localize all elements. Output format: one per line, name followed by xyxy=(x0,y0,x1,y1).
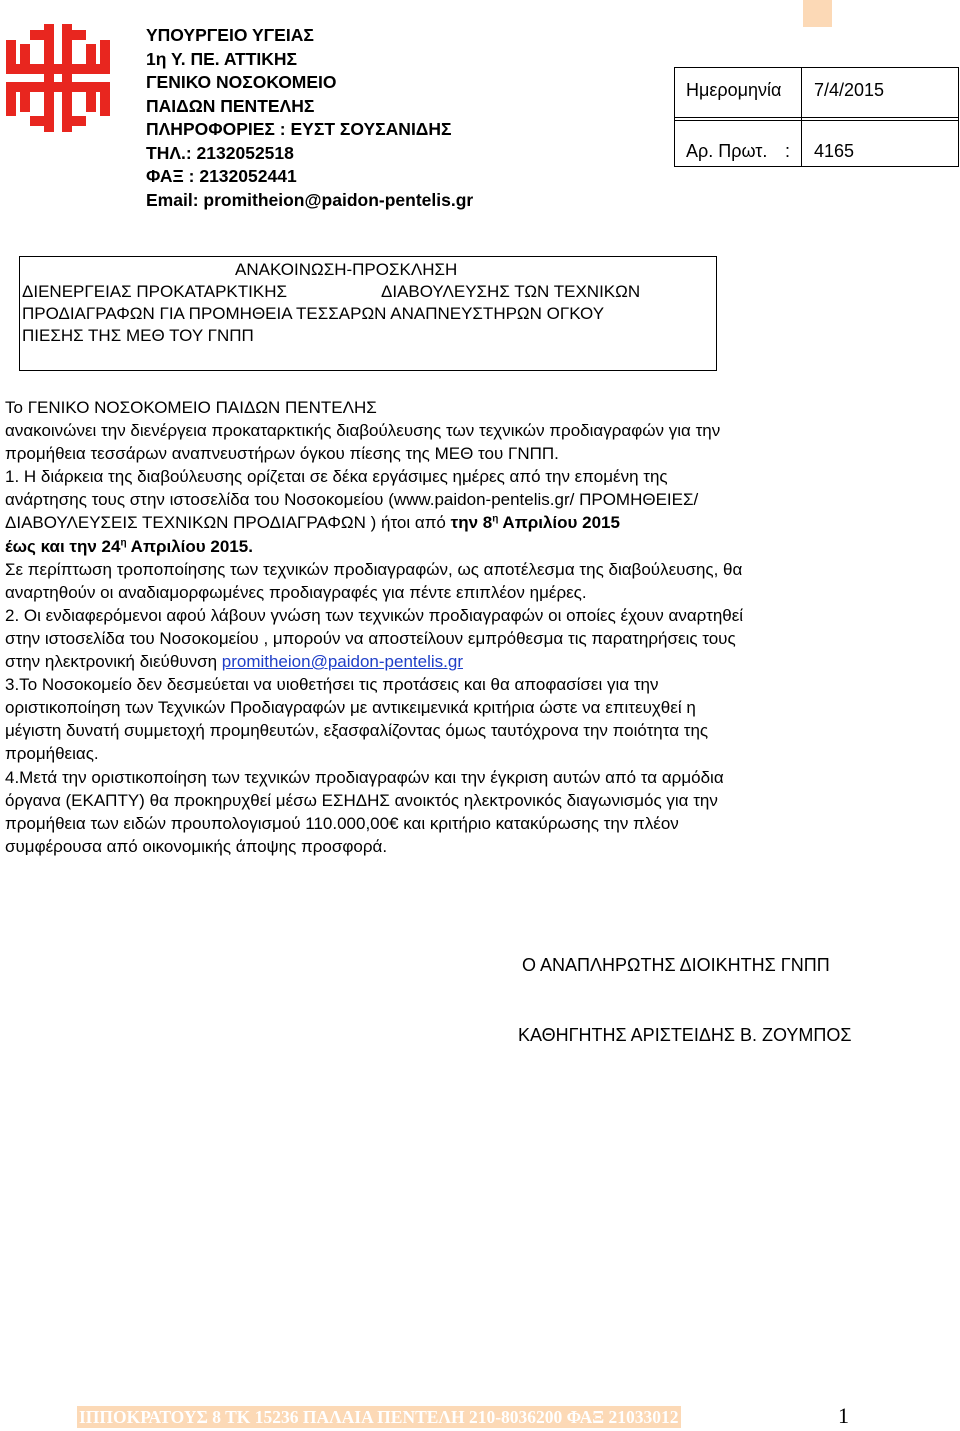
hospital-line: ΓΕΝΙΚΟ ΝΟΣΟΚΟΜΕΙΟ xyxy=(146,72,337,92)
announcement-title-box xyxy=(19,256,717,371)
signatory-name: ΚΑΘΗΓΗΤΗΣ ΑΡΙΣΤΕΙΔΗΣ Β. ΖΟΥΜΠΟΣ xyxy=(518,1025,852,1045)
title-line-2a: ΔΙΕΝΕΡΓΕΙΑΣ ΠΡΟΚΑΤΑΡΚΤΙΚΗΣ xyxy=(22,282,287,301)
date-row xyxy=(675,68,958,118)
start-date-month: Απριλίου 2015 xyxy=(498,513,620,533)
protocol-row xyxy=(675,120,958,167)
start-date-day: την 8 xyxy=(450,513,493,533)
title-line-2b: ΔΙΑΒΟΥΛΕΥΣΗΣ ΤΩΝ ΤΕΧΝΙΚΩΝ xyxy=(381,282,641,301)
hospital-name-line: ΠΑΙΔΩΝ ΠΕΝΤΕΛΗΣ xyxy=(146,95,315,116)
body-line: 3.Το Νοσοκομείο δεν δεσμεύεται να υιοθετήσει τις προτάσεις και θα αποφασίσει για την xyxy=(5,675,659,695)
signatory-role: Ο ΑΝΑΠΛΗΡΩΤΗΣ ΔΙΟΙΚΗΤΗΣ ΓΝΠΠ xyxy=(522,955,830,975)
date-label: Ημερομηνία xyxy=(686,80,782,100)
title-line-1: ΑΝΑΚΟΙΝΩΣΗ-ΠΡΟΣΚΛΗΣΗ xyxy=(235,260,458,279)
page-number: 1 xyxy=(838,1403,849,1428)
end-date-sup: η xyxy=(120,536,127,548)
ministry-line: ΥΠΟΥΡΓΕΙΟ ΥΓΕΙΑΣ xyxy=(146,25,314,45)
corner-mark xyxy=(803,0,832,27)
date-value: 7/4/2015 xyxy=(814,80,885,100)
body-line: Το ΓΕΝΙΚΟ ΝΟΣΟΚΟΜΕΙΟ ΠΑΙΔΩΝ ΠΕΝΤΕΛΗΣ xyxy=(5,398,377,417)
body-line xyxy=(5,511,945,534)
body-line: 4.Μετά την οριστικοποίηση των τεχνικών προδιαγραφών και την έγκριση αυτών από τα αρμόδια xyxy=(5,767,724,787)
email-link[interactable]: promitheion@paidon-pentelis.gr xyxy=(221,652,463,672)
body-line: ανάρτησης τους στην ιστοσελίδα του Νοσοκομείου (www.paidon-pentelis.gr/ ΠΡΟΜΗΘΕΙΕΣ/ xyxy=(5,490,699,510)
body-line: προμήθεια τεσσάρων αναπνευστήρων όγκου πίεσης της ΜΕΘ του ΓΝΠΠ. xyxy=(5,444,559,464)
body-line xyxy=(5,650,945,673)
hospital-logo-icon xyxy=(6,24,110,132)
body-line: προμήθεια των ειδών προυπολογισμού 110.000,00€ και κριτήριο κατακύρωσης την πλέον xyxy=(5,813,679,833)
body-text: ΔΙΑΒΟΥΛΕΥΣΕΙΣ ΤΕΧΝΙΚΩΝ ΠΡΟΔΙΑΓΡΑΦΩΝ ) ήτοι από xyxy=(5,513,451,533)
body-line: προμήθειας. xyxy=(5,744,99,764)
body-line: συμφέρουσα από οικονομικής άποψης προσφορά. xyxy=(5,836,388,856)
info-contact-line: ΠΛΗΡΟΦΟΡΙΕΣ : ΕΥΣΤ ΣΟΥΣΑΝΙΔΗΣ xyxy=(146,119,452,139)
protocol-value: 4165 xyxy=(814,141,855,161)
body-line: 2. Οι ενδιαφερόμενοι αφού λάβουν γνώση των τεχνικών προδιαγραφών οι οποίες έχουν αναρτηθεί xyxy=(5,605,744,625)
date-protocol-table xyxy=(674,67,959,167)
email-line: Email: promitheion@paidon-pentelis.gr xyxy=(146,189,474,210)
phone-line: ΤΗΛ.: 2132052518 xyxy=(146,142,294,163)
start-date xyxy=(451,513,620,532)
body-line: αναρτηθούν οι αναδιαμορφωμένες προδιαγραφές για πέντε επιπλέον ημέρες. xyxy=(5,582,587,602)
title-line-3: ΠΡΟΔΙΑΓΡΑΦΩΝ ΓΙΑ ΠΡΟΜΗΘΕΙΑ ΤΕΣΣΑΡΩΝ ΑΝΑΠΝΕΥΣΤΗΡΩΝ ΟΓΚΟΥ xyxy=(22,304,605,323)
body-text: στην ηλεκτρονική διεύθυνση xyxy=(5,652,222,672)
sender-header xyxy=(146,24,473,212)
region-line: 1η Υ. ΠΕ. ΑΤΤΙΚΗΣ xyxy=(146,48,298,69)
end-date-month: Απριλίου 2015. xyxy=(126,536,253,556)
announcement-body xyxy=(5,396,945,858)
end-date-day: έως και την 24 xyxy=(5,536,121,556)
body-line: όργανα (ΕΚΑΠΤΥ) θα προκηρυχθεί μέσω ΕΣΗΔΗΣ ανοικτός ηλεκτρονικός διαγωνισμός για την xyxy=(5,790,718,810)
body-line: στην ιστοσελίδα του Νοσοκομείου , μπορούν να αποστείλουν εμπρόθεσμα τις παρατηρήσεις τους xyxy=(5,628,736,648)
body-line: μέγιστη δυνατή συμμετοχή προμηθευτών, εξασφαλίζοντας όμως ταυτόχρονα την ποιότητα της xyxy=(5,721,709,741)
protocol-colon: : xyxy=(785,141,791,161)
body-line: οριστικοποίηση των Τεχνικών Προδιαγραφών με αντικειμενικά κριτήρια ώστε να επιτευχθεί η xyxy=(5,698,696,718)
body-line: Σε περίπτωση τροποποίησης των τεχνικών προδιαγραφών, ως αποτέλεσμα της διαβούλευσης, θα xyxy=(5,559,743,579)
fax-line: ΦΑΞ : 2132052441 xyxy=(146,166,297,186)
start-date-sup: η xyxy=(492,513,499,525)
body-line: ανακοινώνει την διενέργεια προκαταρκτικής διαβούλευσης των τεχνικών προδιαγραφών για την xyxy=(5,421,721,441)
title-line-4: ΠΙΕΣΗΣ ΤΗΣ ΜΕΘ ΤΟΥ ΓΝΠΠ xyxy=(22,326,254,345)
protocol-label: Αρ. Πρωτ. xyxy=(686,141,768,161)
footer-address: ΙΠΠΟΚΡΑΤΟΥΣ 8 ΤΚ 15236 ΠΑΛΑΙΑ ΠΕΝΤΕΛΗ 210-8036200 ΦΑΞ 21033012 xyxy=(79,1407,679,1427)
end-date xyxy=(5,535,945,558)
body-line: 1. Η διάρκεια της διαβούλευσης ορίζεται σε δέκα εργάσιμες ημέρες από την επομένη της xyxy=(5,467,668,487)
